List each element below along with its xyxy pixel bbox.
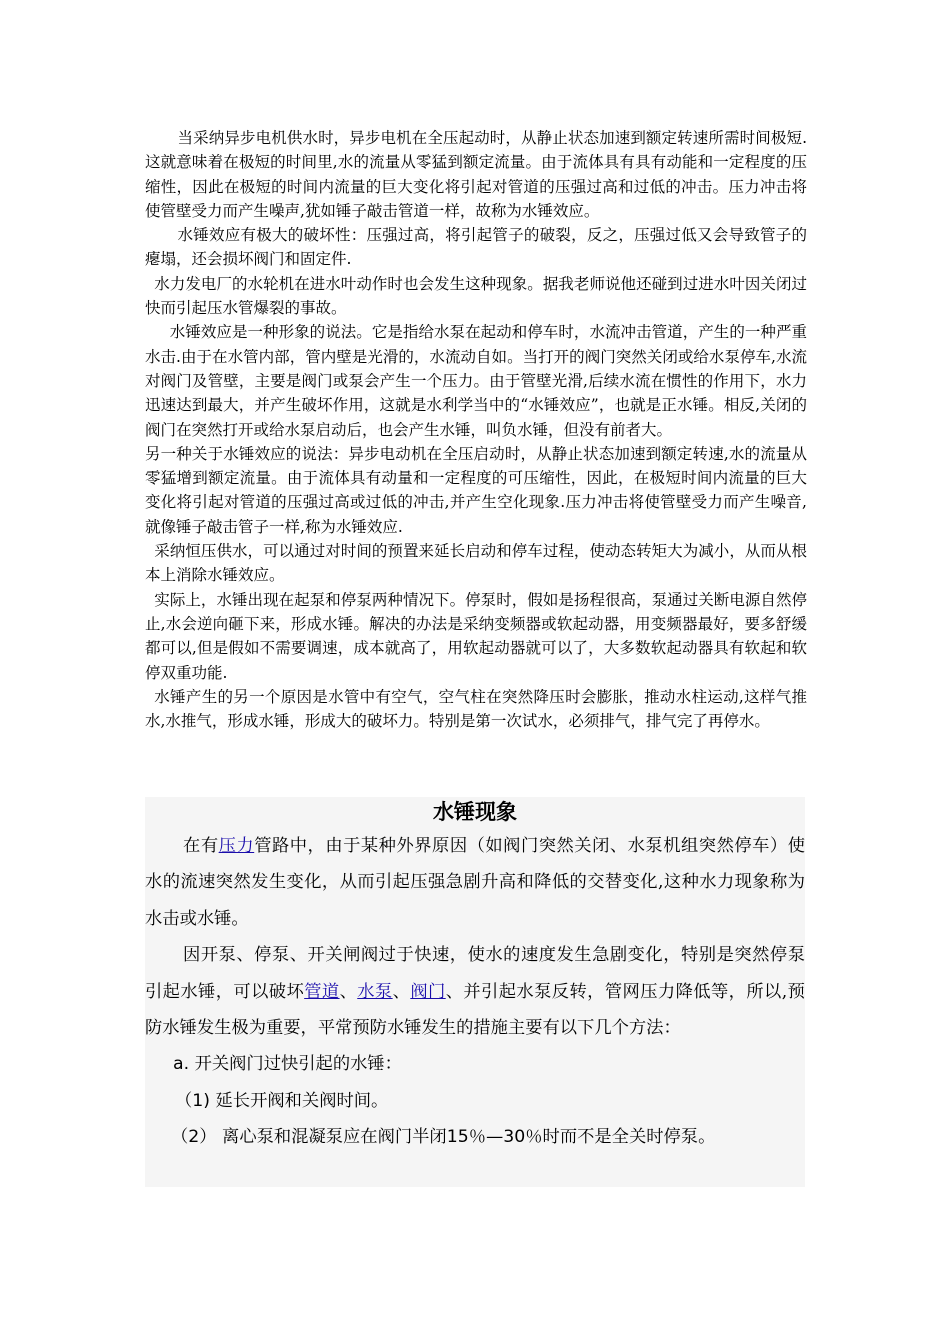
section-paragraph — [145, 937, 805, 1046]
text-run: 在有 — [183, 836, 219, 856]
item-text: 开关阀门过快引起的水锤： — [189, 1054, 402, 1075]
section-title: 水锤现象 — [433, 800, 517, 824]
text-run: 管路中，由于某种外界原因（如阀门突然关闭、水泵机组突然停车）使水的流速突然发生变化，从而引起压强急剧升高和降低的交替变化,这种水力现象称为水击或水锤。 — [145, 836, 805, 929]
paragraph: 采纳恒压供水，可以通过对时间的预置来延长启动和停车过程，使动态转矩大为减小，从而从根本上消除水锤效应。 — [145, 542, 807, 585]
section-paragraph — [145, 828, 805, 937]
list-item-1 — [145, 1083, 805, 1119]
paragraph: 水锤效应是一种形象的说法。它是指给水泵在起动和停车时，水流冲击管道，产生的一种严重水击.由于在水管内部，管内壁是光滑的，水流动自如。当打开的阀门突然关闭或给水泵停车,水流对阀门及管壁，主要是阀门或泵会产生一个压力。由于管壁光滑,后续水流在惯性的作用下，水力迅速达到最大，并产生破坏作用，这就是水利学当中的“水锤效应”，也就是正水锤。相反,关闭的阀门在突然打开或给水泵启动后，也会产生水锤，叫负水锤，但没有前者大。 — [145, 323, 807, 439]
item-marker: a. — [173, 1054, 190, 1075]
text-run: 因开泵、停泵、开关闸阀过于快速，使水的速度发生急剧变化，特别是突然停泵引起水锤，可以破坏 — [145, 945, 805, 1002]
paragraph: 水力发电厂的水轮机在进水叶动作时也会发生这种现象。据我老师说他还碰到过进水叶因关闭过快而引起压水管爆裂的事故。 — [145, 274, 807, 318]
paragraph: 水锤产生的另一个原因是水管中有空气，空气柱在突然降压时会膨胀，推动水柱运动,这样气推水,水推气，形成水锤，形成大的破坏力。特别是第一次试水，必须排气，排气完了再停水。 — [145, 687, 807, 731]
link-pipeline[interactable]: 管道 — [304, 981, 340, 1002]
percent-range: 15％—30％ — [446, 1127, 543, 1148]
item-text: 时而不是全关时停泵。 — [542, 1127, 716, 1148]
water-hammer-section — [145, 797, 805, 1187]
paragraph: 当采纳异步电机供水时，异步电机在全压起动时，从静止状态加速到额定转速所需时间极短.这就意味着在极短的时间里,水的流量从零猛到额定流量。由于流体具有具有动能和一定程度的压缩性，因此在极短的时间内流量的巨大变化将引起对管道的压强过高和过低的冲击。压力冲击将使管壁受力而产生噪声,犹如锤子敲击管道一样，故称为水锤效应。 — [145, 129, 807, 220]
paragraph: 实际上，水锤出现在起泵和停泵两种情况下。停泵时，假如是扬程很高，泵通过关断电源自然停止,水会逆向砸下来，形成水锤。解决的办法是采纳变频器或软起动器，用变频器最好，要多舒缓都可以,但是假如不需要调速，成本就高了，用软起动器就可以了，大多数软起动器具有软起和软停双重功能. — [145, 590, 807, 682]
link-valve[interactable]: 阀门 — [410, 981, 446, 1002]
item-text: 延长开阀和关阀时间。 — [210, 1090, 389, 1111]
link-pressure[interactable]: 压力 — [218, 836, 255, 856]
list-item-a — [145, 1046, 805, 1082]
list-item-2 — [145, 1119, 805, 1155]
paragraph: 水锤效应有极大的破坏性：压强过高，将引起管子的破裂，反之，压强过低又会导致管子的瘪塌，还会损坏阀门和固定件. — [145, 226, 807, 269]
section-body — [145, 828, 805, 1156]
separator: 、 — [392, 981, 411, 1002]
article-body — [145, 126, 807, 733]
text-run: 、并引起水泵反转，管网压力降低等，所以,预防水锤发生极为重要，平常预防水锤发生的措施主要有以下几个方法： — [145, 981, 805, 1039]
item-marker: （2） — [171, 1127, 217, 1148]
item-marker: （1) — [175, 1090, 211, 1111]
link-pump[interactable]: 水泵 — [357, 981, 393, 1002]
item-text: 离心泵和混凝泵应在阀门半闭 — [216, 1127, 447, 1148]
paragraph: 另一种关于水锤效应的说法：异步电动机在全压启动时，从静止状态加速到额定转速,水的流量从零猛增到额定流量。由于流体具有动量和一定程度的可压缩性，因此，在极短时间内流量的巨大变化将引起对管道的压强过高或过低的冲击,并产生空化现象.压力冲击将使管壁受力而产生噪音,就像锤子敲击管子一样,称为水锤效应. — [145, 444, 807, 536]
separator: 、 — [339, 981, 358, 1002]
